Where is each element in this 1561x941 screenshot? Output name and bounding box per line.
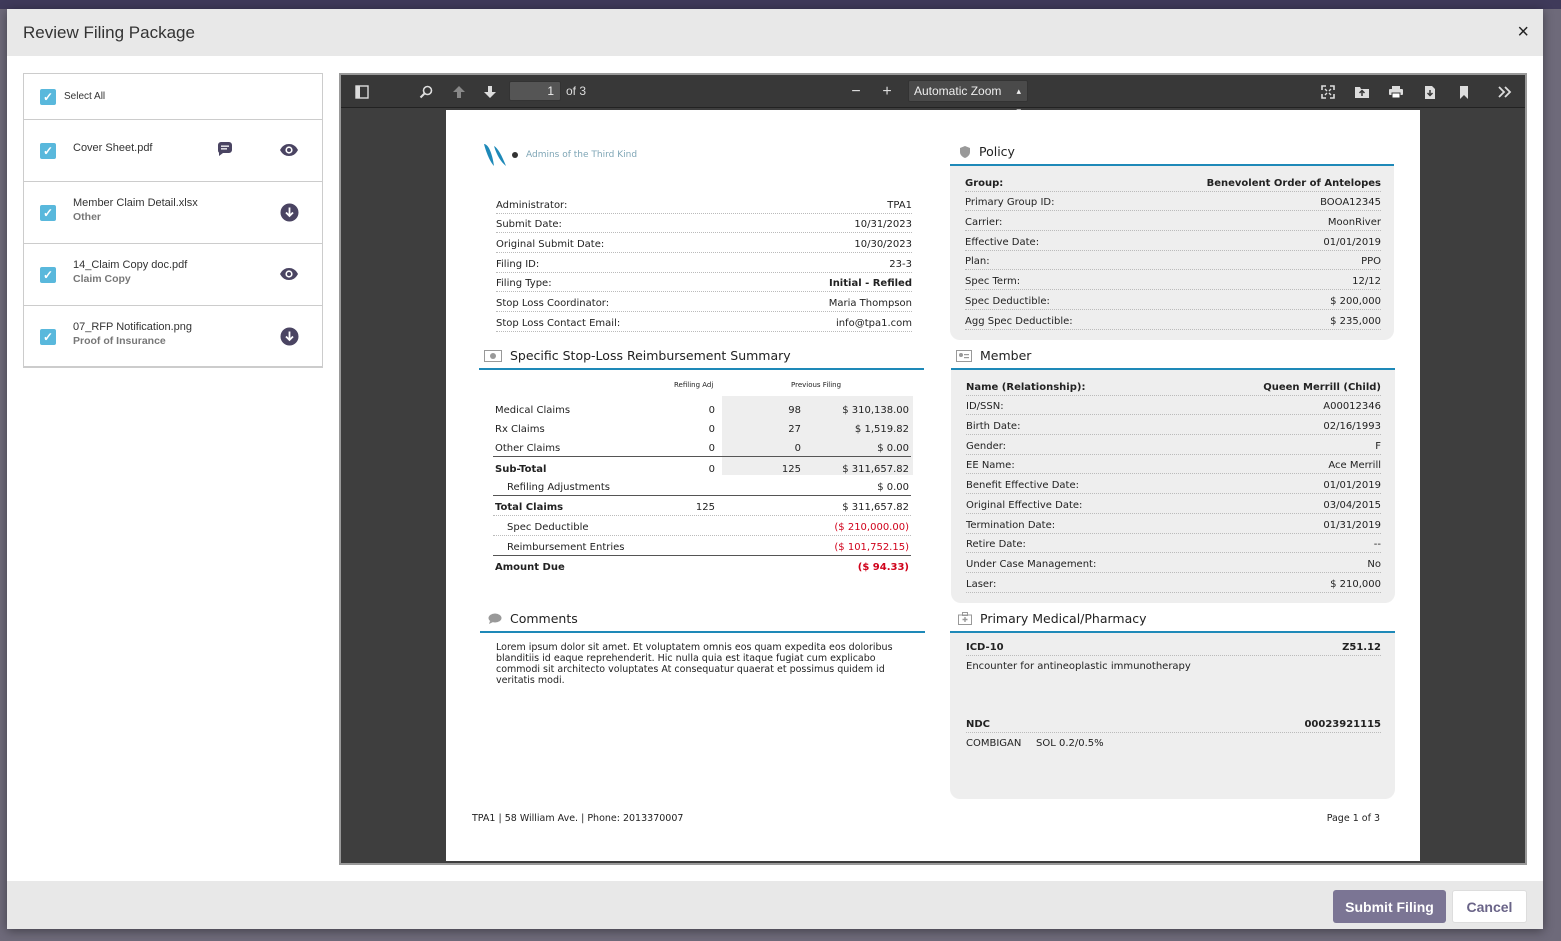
modal-header: [7, 9, 1543, 56]
field-label: Spec Deductible:: [965, 295, 1050, 307]
field-value: --: [1373, 539, 1381, 551]
zoom-select[interactable]: [908, 80, 1028, 102]
medical-kit-icon: [958, 612, 972, 625]
file-row-cover-sheet: [23, 120, 323, 182]
field-value: info@tpa1.com: [835, 317, 912, 329]
member-field-row: [966, 376, 1381, 396]
submit-filing-button[interactable]: Submit Filing: [1333, 890, 1446, 923]
member-field-row: [966, 534, 1381, 554]
select-all-checkbox[interactable]: ✓: [40, 89, 56, 105]
field-value: TPA1: [887, 199, 912, 211]
field-label: Laser:: [966, 578, 997, 590]
ndc-description: SOL 0.2/0.5%: [1036, 738, 1104, 749]
presentation-mode-icon[interactable]: [1319, 83, 1337, 101]
ssl-label: Amount Due: [495, 562, 565, 574]
ssl-amount: $ 1,519.82: [854, 424, 909, 436]
pdf-toolbar: [341, 75, 1525, 108]
field-label: Carrier:: [965, 217, 1003, 229]
field-value: 10/30/2023: [854, 239, 912, 251]
ssl-amount: ($ 94.33): [857, 562, 909, 574]
ssl-refiling-adj: 125: [695, 502, 715, 514]
field-label: Administrator:: [496, 199, 568, 211]
admin-field-row: [496, 253, 912, 273]
print-icon[interactable]: [1387, 83, 1405, 101]
file-type: Proof of Insurance: [73, 335, 166, 347]
file-list: [23, 73, 323, 367]
file-row-rfp-notification: [23, 306, 323, 368]
member-field-row: [966, 396, 1381, 416]
member-field-row: [966, 514, 1381, 534]
ssl-row: [493, 457, 911, 477]
col-previous-filing: Previous Filing: [791, 381, 842, 389]
review-filing-modal: [7, 9, 1543, 929]
ssl-amount: ($ 101,752.15): [834, 541, 909, 553]
policy-field-row: [965, 310, 1381, 330]
sidebar-toggle-icon[interactable]: [353, 83, 371, 101]
field-value: 23-3: [889, 258, 912, 270]
ndc-row: NDC 00023921115: [966, 713, 1381, 733]
member-field-row: [966, 573, 1381, 593]
admin-field-row: [496, 293, 912, 313]
ssl-row: [493, 516, 911, 536]
ssl-amount: $ 310,138.00: [842, 404, 909, 416]
save-icon[interactable]: [1421, 83, 1439, 101]
policy-section-title: Policy: [959, 144, 1015, 159]
ssl-label: Refiling Adjustments: [507, 482, 610, 494]
eye-icon[interactable]: [279, 264, 299, 284]
field-value: 01/01/2019: [1323, 480, 1381, 492]
pdf-page: [446, 110, 1420, 861]
ssl-label: Spec Deductible: [507, 521, 589, 533]
field-label: Group:: [965, 177, 1004, 189]
field-value: No: [1367, 558, 1381, 570]
field-label: Termination Date:: [966, 519, 1056, 531]
field-label: Birth Date:: [966, 421, 1021, 433]
field-label: Primary Group ID:: [965, 197, 1055, 209]
previous-page-icon[interactable]: [450, 83, 468, 101]
select-all-label: Select All: [64, 91, 106, 102]
admin-field-row: [496, 194, 912, 214]
ssl-count: 125: [781, 463, 801, 475]
ssl-section-title: Specific Stop-Loss Reimbursement Summary: [484, 348, 791, 363]
field-label: Gender:: [966, 440, 1007, 452]
field-value: Ace Merrill: [1328, 460, 1381, 472]
id-card-icon: [956, 350, 972, 362]
logo-text: Admins of the Third Kind: [526, 150, 638, 160]
field-value: Initial - Refiled: [828, 278, 912, 290]
download-icon[interactable]: [279, 326, 299, 346]
field-value: 01/01/2019: [1323, 236, 1381, 248]
field-value: Maria Thompson: [828, 298, 912, 310]
file-row-member-claim-detail: [23, 182, 323, 244]
eye-icon[interactable]: [279, 140, 299, 160]
comments-section-title: Comments: [488, 611, 578, 626]
ssl-refiling-adj: 0: [708, 424, 715, 436]
comment-icon: [488, 613, 502, 625]
field-label: Under Case Management:: [966, 558, 1097, 570]
ssl-row: [493, 556, 911, 576]
field-label: ID/SSN:: [966, 401, 1004, 413]
modal-footer: [7, 881, 1543, 929]
ssl-refiling-adj: 0: [708, 443, 715, 455]
field-value: 03/04/2015: [1323, 499, 1381, 511]
ssl-label: Rx Claims: [495, 424, 545, 436]
file-name: Cover Sheet.pdf: [73, 142, 153, 154]
ssl-label: Reimbursement Entries: [507, 541, 625, 553]
pdf-viewer: [339, 73, 1527, 865]
file-name: 07_RFP Notification.png: [73, 321, 193, 333]
member-section-title: Member: [956, 348, 1031, 363]
field-label: Spec Term:: [965, 276, 1021, 288]
ssl-amount: ($ 210,000.00): [834, 521, 909, 533]
shield-icon: [959, 145, 971, 158]
field-label: Stop Loss Coordinator:: [496, 298, 610, 310]
file-type: Other: [73, 211, 102, 223]
policy-field-row: [965, 231, 1381, 251]
admin-field-row: [496, 214, 912, 234]
file-name: 14_Claim Copy doc.pdf: [73, 259, 188, 271]
ssl-amount: $ 311,657.82: [842, 502, 909, 514]
field-label: Benefit Effective Date:: [966, 480, 1079, 492]
ssl-row: [493, 497, 911, 517]
page-footer-address: TPA1 | 58 William Ave. | Phone: 2013370007: [472, 813, 684, 824]
money-icon: [484, 350, 502, 362]
ssl-amount: $ 311,657.82: [842, 463, 909, 475]
field-label: Stop Loss Contact Email:: [496, 317, 621, 329]
field-label: Submit Date:: [496, 219, 562, 231]
field-value: $ 235,000: [1330, 315, 1381, 327]
field-label: Name (Relationship):: [966, 381, 1086, 393]
field-value: 10/31/2023: [854, 219, 912, 231]
modal-title: Review Filing Package: [23, 22, 195, 42]
ssl-underline: [479, 368, 924, 370]
member-field-row: [966, 553, 1381, 573]
member-field-row: [966, 415, 1381, 435]
open-file-icon[interactable]: [1353, 83, 1371, 101]
bookmark-icon[interactable]: [1455, 83, 1473, 101]
company-logo: [482, 142, 522, 173]
ssl-label: Total Claims: [495, 502, 564, 514]
field-value: Benevolent Order of Antelopes: [1206, 177, 1381, 189]
page-count-label: of 3: [566, 84, 587, 98]
member-field-row: [966, 435, 1381, 455]
field-value: $ 210,000: [1330, 578, 1381, 590]
ssl-row: [493, 398, 911, 418]
search-icon[interactable]: [417, 83, 435, 101]
field-label: EE Name:: [966, 460, 1015, 472]
comment-icon[interactable]: [215, 140, 235, 160]
ssl-label: Medical Claims: [495, 404, 571, 416]
file-checkbox[interactable]: ✓: [40, 143, 56, 159]
file-checkbox[interactable]: ✓: [40, 267, 56, 283]
field-label: Filing ID:: [496, 258, 540, 270]
field-value: Queen Merrill (Child): [1263, 381, 1381, 393]
col-refiling-adj: Refiling Adj: [674, 381, 714, 389]
ssl-row: [493, 437, 911, 457]
file-checkbox[interactable]: ✓: [40, 205, 56, 221]
field-value: MoonRiver: [1327, 217, 1381, 229]
ssl-refiling-adj: 0: [708, 404, 715, 416]
page-footer-page-number: Page 1 of 3: [1326, 813, 1380, 824]
member-field-row: [966, 494, 1381, 514]
icd-row: ICD-10 Z51.12: [966, 636, 1381, 656]
comments-underline: [480, 631, 925, 633]
ssl-amount: $ 0.00: [877, 443, 909, 455]
member-field-row: [966, 475, 1381, 495]
field-label: Original Submit Date:: [496, 239, 605, 251]
ssl-label: Other Claims: [495, 443, 561, 455]
field-value: F: [1375, 440, 1381, 452]
field-value: PPO: [1361, 256, 1381, 268]
ssl-refiling-adj: 0: [708, 463, 715, 475]
close-icon[interactable]: ×: [1517, 21, 1529, 43]
ssl-row: [493, 477, 911, 497]
admin-field-row: [496, 312, 912, 332]
ssl-count: 0: [794, 443, 801, 455]
ssl-label: Sub-Total: [495, 463, 547, 475]
field-label: Filing Type:: [496, 278, 552, 290]
field-label: Plan:: [965, 256, 990, 268]
next-page-icon[interactable]: [481, 83, 499, 101]
download-icon[interactable]: [279, 202, 299, 222]
ssl-row: [493, 536, 911, 556]
file-checkbox[interactable]: ✓: [40, 329, 56, 345]
file-type: Claim Copy: [73, 273, 131, 285]
member-field-row: [966, 455, 1381, 475]
field-value: A00012346: [1323, 401, 1381, 413]
field-value: 12/12: [1352, 276, 1381, 288]
policy-field-row: [965, 192, 1381, 212]
admin-field-row: [496, 233, 912, 253]
icd-description: Encounter for antineoplastic immunotherapy: [966, 661, 1191, 672]
tools-icon[interactable]: [1496, 83, 1514, 101]
field-label: Original Effective Date:: [966, 499, 1083, 511]
field-label: Retire Date:: [966, 539, 1026, 551]
select-caret-icon: ▴: [1016, 86, 1021, 96]
ndc-drug: COMBIGAN: [966, 738, 1022, 749]
file-row-claim-copy: [23, 244, 323, 306]
ssl-count: 98: [788, 404, 801, 416]
ssl-row: [493, 418, 911, 438]
ssl-count: 27: [788, 424, 801, 436]
field-value: 02/16/1993: [1323, 421, 1381, 433]
page-number-input[interactable]: 1: [509, 81, 561, 101]
policy-field-row: [965, 251, 1381, 271]
field-label: Effective Date:: [965, 236, 1040, 248]
policy-field-row: [965, 290, 1381, 310]
cancel-button[interactable]: Cancel: [1452, 890, 1527, 923]
comments-text: Lorem ipsum dolor sit amet. Et voluptatem omnis eos quam expedita eos doloribus blanditiis id eaque reprehenderit. Hic nulla quia est itaque fugiat cum explicabo commodi sit architecto voluptates At consequatur quaerat et possimus quidem id veritatis modi.: [496, 642, 893, 686]
field-value: $ 200,000: [1330, 295, 1381, 307]
policy-field-row: [965, 271, 1381, 291]
field-value: BOOA12345: [1320, 197, 1381, 209]
ssl-amount: $ 0.00: [877, 482, 909, 494]
field-label: Agg Spec Deductible:: [965, 315, 1073, 327]
field-value: 01/31/2019: [1323, 519, 1381, 531]
zoom-in-button[interactable]: +: [882, 83, 892, 100]
medical-section-title: Primary Medical/Pharmacy: [958, 611, 1147, 626]
policy-field-row: [965, 172, 1381, 192]
select-all-row[interactable]: [24, 74, 322, 120]
app-top-bar: [0, 0, 1561, 9]
zoom-value: Automatic Zoom: [914, 84, 1002, 98]
zoom-out-button[interactable]: −: [851, 83, 861, 100]
policy-field-row: [965, 211, 1381, 231]
admin-field-row: [496, 273, 912, 293]
file-name: Member Claim Detail.xlsx: [73, 197, 198, 209]
